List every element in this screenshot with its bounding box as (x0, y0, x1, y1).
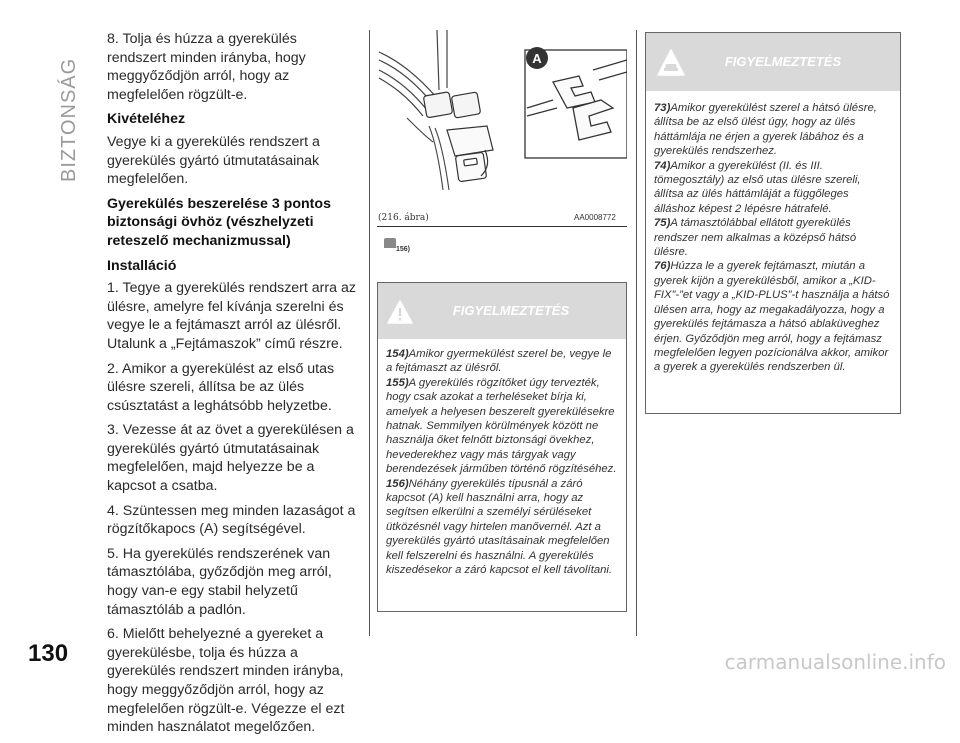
figure-216 (377, 30, 627, 234)
warning-item (654, 216, 892, 259)
warning-header (646, 33, 900, 91)
warning-item-text: A gyerekülés rögzítőket úgy tervezték, hogy csak azokat a terheléseket bírja ki, amelyek a helyesen beszerelt gyerekülésekre hatnak. Semmilyen körülmények között ne használja őket felnőtt biztonsági övekhez, hevederekhez vagy más tárgyak vagy berendezések járműben történő rögzítéséhez. (386, 376, 617, 476)
warning-item-number: 74) (654, 159, 671, 172)
warning-header (378, 283, 626, 339)
removal-text: Vegye ki a gyerekülés rendszert a gyerekülés gyártó útmutatásainak megfelelően. (107, 133, 320, 188)
warning-item (654, 101, 892, 159)
install-3point-heading: Gyerekülés beszerelése 3 pontos biztonsági övhöz (vészhelyzeti reteszelő mechanizmussal) (107, 195, 331, 249)
column-divider-2 (636, 30, 637, 636)
seatbelt-clip-illustration (377, 30, 627, 210)
figure-rule (377, 226, 627, 227)
warning-item (386, 376, 618, 477)
step-8-text: 8. Tolja és húzza a gyerekülés rendszert minden irányba, hogy meggyőződjön arról, hogy az megfelelően rögzült-e. (107, 31, 306, 103)
warning-item-text: Amikor gyerekülést szerel a hátsó ülésre, állítsa be az első ülést úgy, hogy az ülés háttámlája ne érjen a gyerek lábához és a gyerekülés rendszerhez. (654, 102, 877, 158)
reference-flag-icon (384, 238, 396, 248)
warning-item-text: Húzza le a gyerek fejtámaszt, miután a gyerek kijön a gyerekülésből, amikor a „KID-FIX”-”et vagy a „KID-PLUS”-t használja a hátsó ülésen arra, hogy az megakadályozza, hogy a gyerekülés fejtámasza a hátsó ablaküveghez érjen. Győződjön meg arról, hogy a fejtámasz megfelelően legyen pozícionálva akkor, amikor a gyerek a gyerekülés rendszerben ül. (654, 260, 890, 374)
section-side-label-text: BIZTONSÁG (58, 57, 80, 182)
warning-item-number: 73) (654, 102, 671, 114)
step-4-text: 4. Szüntessen meg minden lazaságot a rögzítőkapocs (A) segítségével. (107, 502, 356, 538)
warning-item-number: 155) (386, 376, 409, 389)
warning-item (654, 259, 892, 374)
warning-item-number: 76) (654, 260, 671, 273)
warning-body (646, 91, 900, 375)
warning-item (654, 159, 892, 217)
figure-code: AA0008772 (574, 213, 616, 222)
warning-title: FIGYELMEZTETÉS (724, 54, 842, 69)
warning-item-text: Amikor a gyerekülést (II. és III. tömegosztály) az első utas ülésre szereli, állítsa az ülés háttámláját a függőleges álláshoz képest 2 lépésre hátrafelé. (654, 159, 861, 215)
warning-box-right (645, 32, 901, 414)
warning-title: FIGYELMEZTETÉS (452, 303, 570, 318)
text-column-1 (107, 30, 357, 743)
warning-item (386, 347, 618, 376)
warning-item-number: 75) (654, 217, 671, 230)
page-number: 130 (28, 640, 69, 667)
warning-car-icon (656, 45, 686, 103)
installation-heading: Installáció (107, 257, 177, 274)
step-2-text: 2. Amikor a gyerekülést az első utas ülésre szereli, állítsa be az ülés csúsztatást a leghátsóbb helyzetbe. (107, 360, 335, 414)
warning-item-text: Néhány gyerekülés típusnál a záró kapcsot (A) kell használni arra, hogy az segítsen elkerülni a személyi sérüléseket ütközésnél vagy hirtelen manővernél. Azt a gyerekülés gyártó utasításainak megfelelően kell felszerelni és használni. A gyerekülés kiszedésekor a záró kapcsot el kell távolítani. (386, 477, 613, 577)
warning-item-text: Amikor gyermekülést szerel be, vegye le a fejtámaszt az ülésről. (386, 348, 612, 375)
warning-box-middle (377, 282, 627, 612)
step-3-text: 3. Vezesse át az övet a gyerekülésen a gyerekülés gyártó útmutatásainak megfelelően, majd helyezze be a kapcsot a csatba. (107, 422, 354, 495)
step-5-text: 5. Ha gyerekülés rendszerének van támasztólába, győződjön meg arról, hogy van-e egy stabil helyzetű támasztóláb a padlón. (107, 545, 332, 618)
column-divider-1 (369, 30, 370, 636)
reference-number: 156) (396, 246, 411, 253)
warning-triangle-icon (386, 293, 414, 349)
callout-a-label: A (532, 51, 542, 66)
warning-item-number: 154) (386, 348, 409, 360)
removal-heading: Kivételéhez (107, 111, 186, 128)
figure-caption: (216. ábra) (378, 213, 429, 223)
watermark: carmanualsonline.info (724, 650, 946, 674)
warning-item-text: A támasztólábbal ellátott gyerekülés rendszer nem alkalmas a középső hátsó ülésre. (654, 217, 857, 259)
reference-marker (384, 238, 414, 260)
step-1-text: 1. Tegye a gyerekülés rendszert arra az ülésre, amelyre fel kívánja szerelni és vegye le a fejtámaszt arról az ülésről. Utalunk a „Fejtámaszok” című részre. (107, 280, 356, 352)
warning-item (386, 477, 618, 578)
section-side-label (58, 22, 80, 182)
step-6-text: 6. Mielőtt behelyezné a gyereket a gyerekülésbe, tolja és húzza a gyerekülés rendszert minden irányba, hogy meggyőződjön arról, hogy az megfelelően rögzült-e. Végezze el ezt minden használatot megelőzően. (107, 626, 345, 736)
warning-body (378, 339, 626, 578)
warning-item-number: 156) (386, 477, 409, 490)
